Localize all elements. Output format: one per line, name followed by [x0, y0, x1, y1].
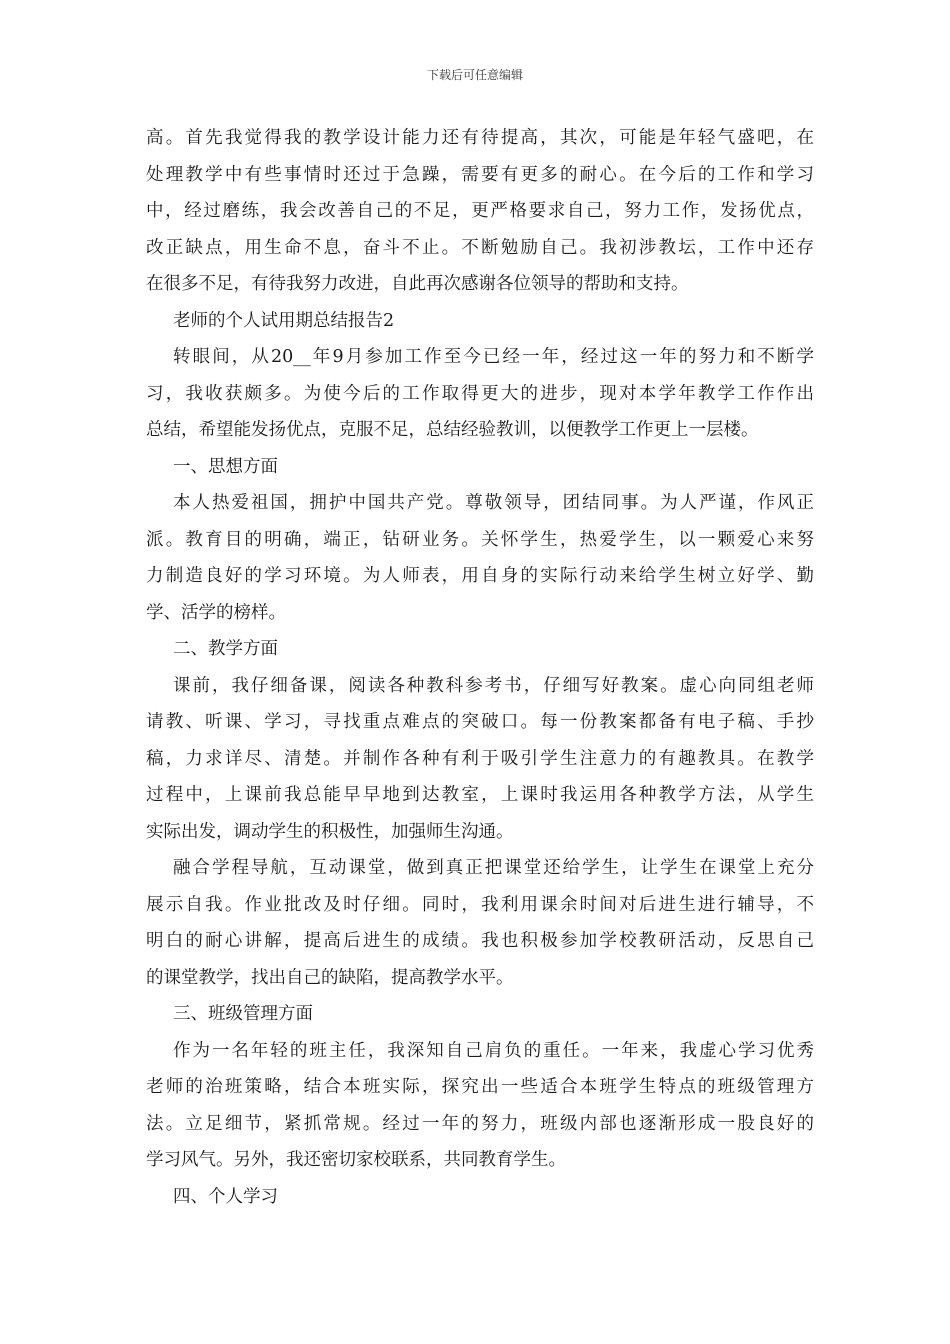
text-line: 课前，我仔细备课，阅读各种教科参考书，仔细写好教案。虚心向同组老师: [173, 675, 814, 696]
text-line: 中，经过磨练，我会改善自己的不足，更严格要求自己，努力工作，发扬优点，: [146, 201, 814, 221]
text-line: 改正缺点，用生命不息，奋斗不止。不断勉励自己。我初涉教坛，工作中还存: [146, 237, 814, 258]
text-line: 老师的个人试用期总结报告2: [173, 310, 395, 331]
text-line: 请教、听课、学习，寻找重点难点的突破口。每一份教案都备有电子稿、手抄: [146, 712, 814, 732]
page-header: 下载后可任意编辑: [426, 68, 523, 82]
text-line: 老师的治班策略，结合本班实际，探究出一些适合本班学生特点的班级管理方: [146, 1077, 814, 1097]
text-line: 的课堂教学，找出自己的缺陷，提高教学水平。: [146, 967, 514, 988]
text-line: 实际出发，调动学生的积极性，加强师生沟通。: [146, 821, 514, 842]
text-line: 总结，希望能发扬优点，克服不足，总结经验教训，以便教学工作更上一层楼。: [146, 420, 759, 440]
text-line: 处理教学中有些事情时还过于急躁，需要有更多的耐心。在今后的工作和学习: [146, 164, 814, 185]
text-line: 学、活学的榜样。: [146, 602, 286, 623]
text-line: 力制造良好的学习环境。为人师表，用自身的实际行动来给学生树立好学、勤: [146, 566, 814, 586]
text-line: 高。首先我觉得我的教学设计能力还有待提高，其次，可能是年轻气盛吧，在: [146, 128, 814, 148]
text-line: 在很多不足，有待我努力改进，自此再次感谢各位领导的帮助和支持。: [146, 274, 689, 294]
text-line: 派。教育目的明确，端正，钻研业务。关怀学生，热爱学生，以一颗爱心来努: [146, 529, 814, 550]
text-line: 四、个人学习: [173, 1186, 278, 1207]
text-line: 转眼间，从20__年9月参加工作至今已经一年，经过这一年的努力和不断学: [173, 347, 814, 367]
text-line: 学习风气。另外，我还密切家校联系，共同教育学生。: [146, 1150, 566, 1170]
text-line: 稿，力求详尽、清楚。并制作各种有利于吸引学生注意力的有趣教具。在教学: [146, 748, 814, 769]
text-line: 本人热爱祖国，拥护中国共产党。尊敬领导，团结同事。为人严谨，作风正: [173, 493, 814, 513]
text-line: 一、思想方面: [173, 456, 278, 477]
text-line: 融合学程导航，互动课堂，做到真正把课堂还给学生，让学生在课堂上充分: [173, 858, 814, 878]
text-line: 作为一名年轻的班主任，我深知自己肩负的重任。一年来，我虚心学习优秀: [173, 1040, 814, 1061]
document-body: [146, 120, 814, 1215]
text-line: 过程中，上课前我总能早早地到达教室，上课时我运用各种教学方法，从学生: [146, 785, 814, 805]
text-line: 展示自我。作业批改及时仔细。同时，我利用课余时间对后进生进行辅导，不: [146, 894, 814, 915]
text-line: 法。立足细节，紧抓常规。经过一年的努力，班级内部也逐渐形成一股良好的: [146, 1113, 814, 1134]
text-line: 明白的耐心讲解，提高后进生的成绩。我也积极参加学校教研活动，反思自己: [146, 931, 814, 951]
text-line: 三、班级管理方面: [173, 1004, 313, 1024]
text-line: 二、教学方面: [173, 639, 278, 659]
text-line: 习，我收获颇多。为使今后的工作取得更大的进步，现对本学年教学工作作出: [146, 383, 814, 404]
